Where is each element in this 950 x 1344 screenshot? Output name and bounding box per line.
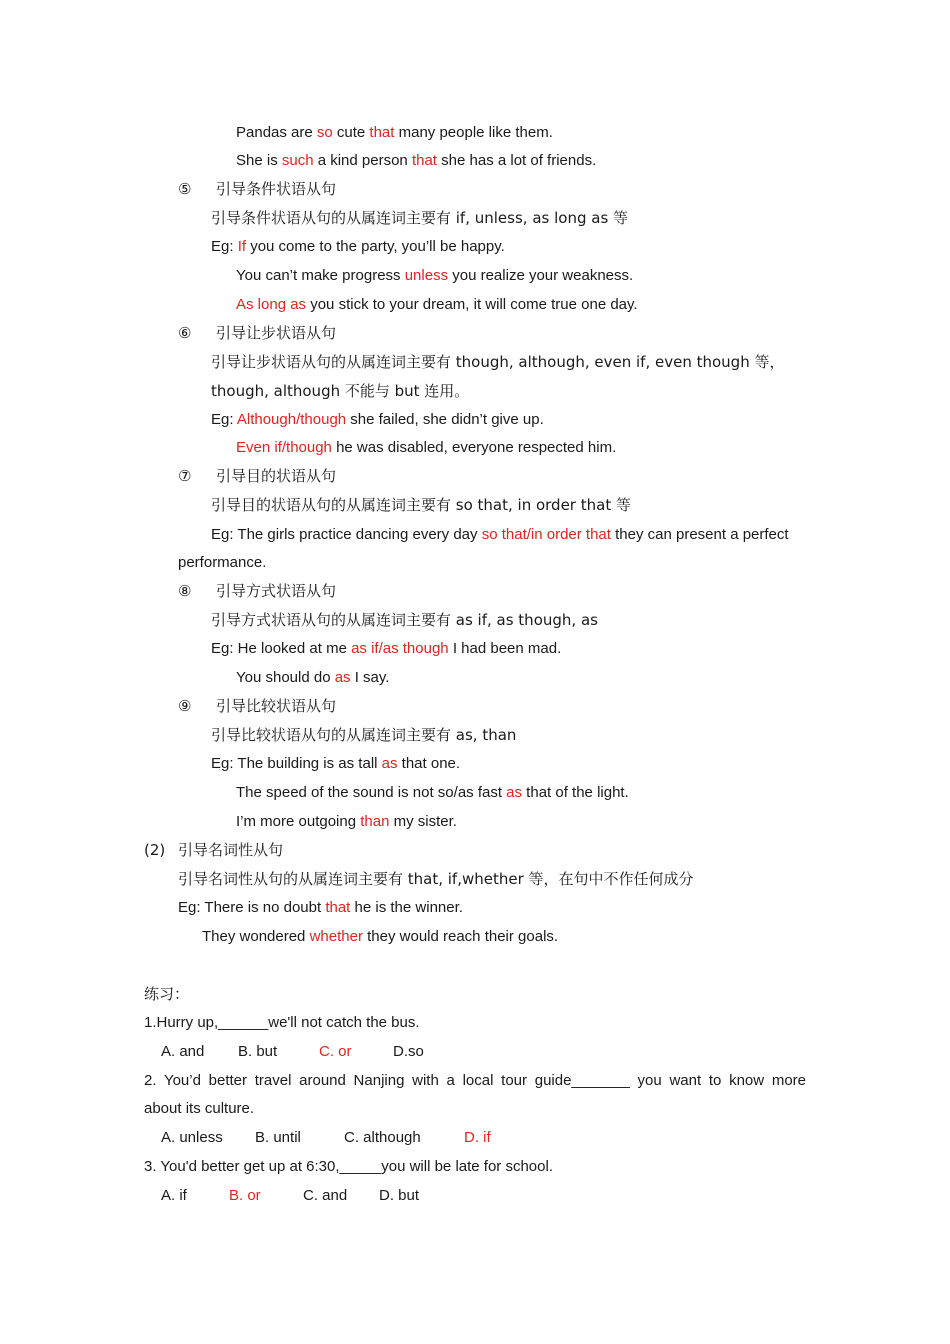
section-marker: ⑥	[178, 324, 192, 342]
section-description: 引导方式状语从句的从属连词主要有 as if, as though, as	[211, 611, 598, 629]
question-2-continued: about its culture.	[144, 1100, 255, 1117]
option-c-answer: C. or	[319, 1043, 352, 1060]
option-a: A. unless	[161, 1129, 223, 1146]
example-line: Even if/though he was disabled, everyone respected him.	[236, 439, 617, 456]
section-marker: ⑤	[178, 180, 192, 198]
example-line: Pandas are so cute that many people like them.	[236, 124, 553, 141]
example-line: performance.	[178, 554, 267, 571]
example-line: I’m more outgoing than my sister.	[236, 813, 457, 830]
option-c: C. although	[344, 1129, 421, 1146]
example-line: Eg: Although/though she failed, she didn’t give up.	[211, 411, 544, 428]
section-description: 引导名词性从句的从属连词主要有 that, if,whether 等，在句中不作任何成分	[178, 870, 694, 888]
example-line: Eg: The building is as tall as that one.	[211, 755, 461, 772]
example-line: She is such a kind person that she has a lot of friends.	[236, 152, 597, 169]
option-c: C. and	[303, 1187, 348, 1204]
section-heading-manner: ⑧ 引导方式状语从句	[178, 582, 337, 600]
section-description: 引导比较状语从句的从属连词主要有 as, than	[211, 726, 517, 744]
example-line: They wondered whether they would reach their goals.	[202, 928, 559, 945]
question-1: 1.Hurry up,______we'll not catch the bus.	[144, 1014, 420, 1031]
option-b: B. but	[238, 1043, 278, 1060]
example-line: You can’t make progress unless you realize your weakness.	[236, 267, 634, 284]
example-line: Eg: There is no doubt that he is the winner.	[178, 899, 463, 916]
section-description: though, although 不能与 but 连用。	[211, 382, 470, 400]
example-line: Eg: If you come to the party, you’ll be happy.	[211, 238, 505, 255]
section-marker: ⑦	[178, 467, 192, 485]
option-b-answer: B. or	[229, 1187, 261, 1204]
example-line: As long as you stick to your dream, it will come true one day.	[236, 296, 638, 313]
section-marker: ⑧	[178, 582, 192, 600]
example-line: Eg: The girls practice dancing every day so that/in order that they can present a perfect	[211, 526, 789, 543]
section-heading-condition: ⑤ 引导条件状语从句	[178, 180, 337, 198]
option-d: D.so	[393, 1043, 424, 1060]
option-d: D. but	[379, 1187, 420, 1204]
section-heading-concession: ⑥ 引导让步状语从句	[178, 324, 337, 342]
section-description: 引导让步状语从句的从属连词主要有 though, although, even if, even though 等，	[211, 353, 785, 371]
section-heading-comparison: ⑨ 引导比较状语从句	[178, 697, 337, 715]
section-description: 引导目的状语从句的从属连词主要有 so that, in order that 等	[211, 496, 631, 514]
section-description: 引导条件状语从句的从属连词主要有 if, unless, as long as 等	[211, 209, 629, 227]
option-d-answer: D. if	[464, 1129, 491, 1146]
option-a: A. and	[161, 1043, 205, 1060]
section-heading-noun-clause: (2) 引导名词性从句	[144, 841, 284, 859]
example-line: The speed of the sound is not so/as fast as that of the light.	[236, 784, 629, 801]
example-line: Eg: He looked at me as if/as though I had been mad.	[211, 640, 562, 657]
example-line: You should do as I say.	[236, 669, 390, 686]
section-marker: (2)	[144, 841, 166, 859]
exercises-title: 练习：	[144, 985, 190, 1003]
section-marker: ⑨	[178, 697, 192, 715]
option-a: A. if	[161, 1187, 187, 1204]
option-b: B. until	[255, 1129, 301, 1146]
section-heading-purpose: ⑦ 引导目的状语从句	[178, 467, 337, 485]
question-2: 2. You’d better travel around Nanjing with a local tour guide_______ you want to know more	[144, 1072, 806, 1089]
question-3: 3. You'd better get up at 6:30,_____you will be late for school.	[144, 1158, 553, 1175]
